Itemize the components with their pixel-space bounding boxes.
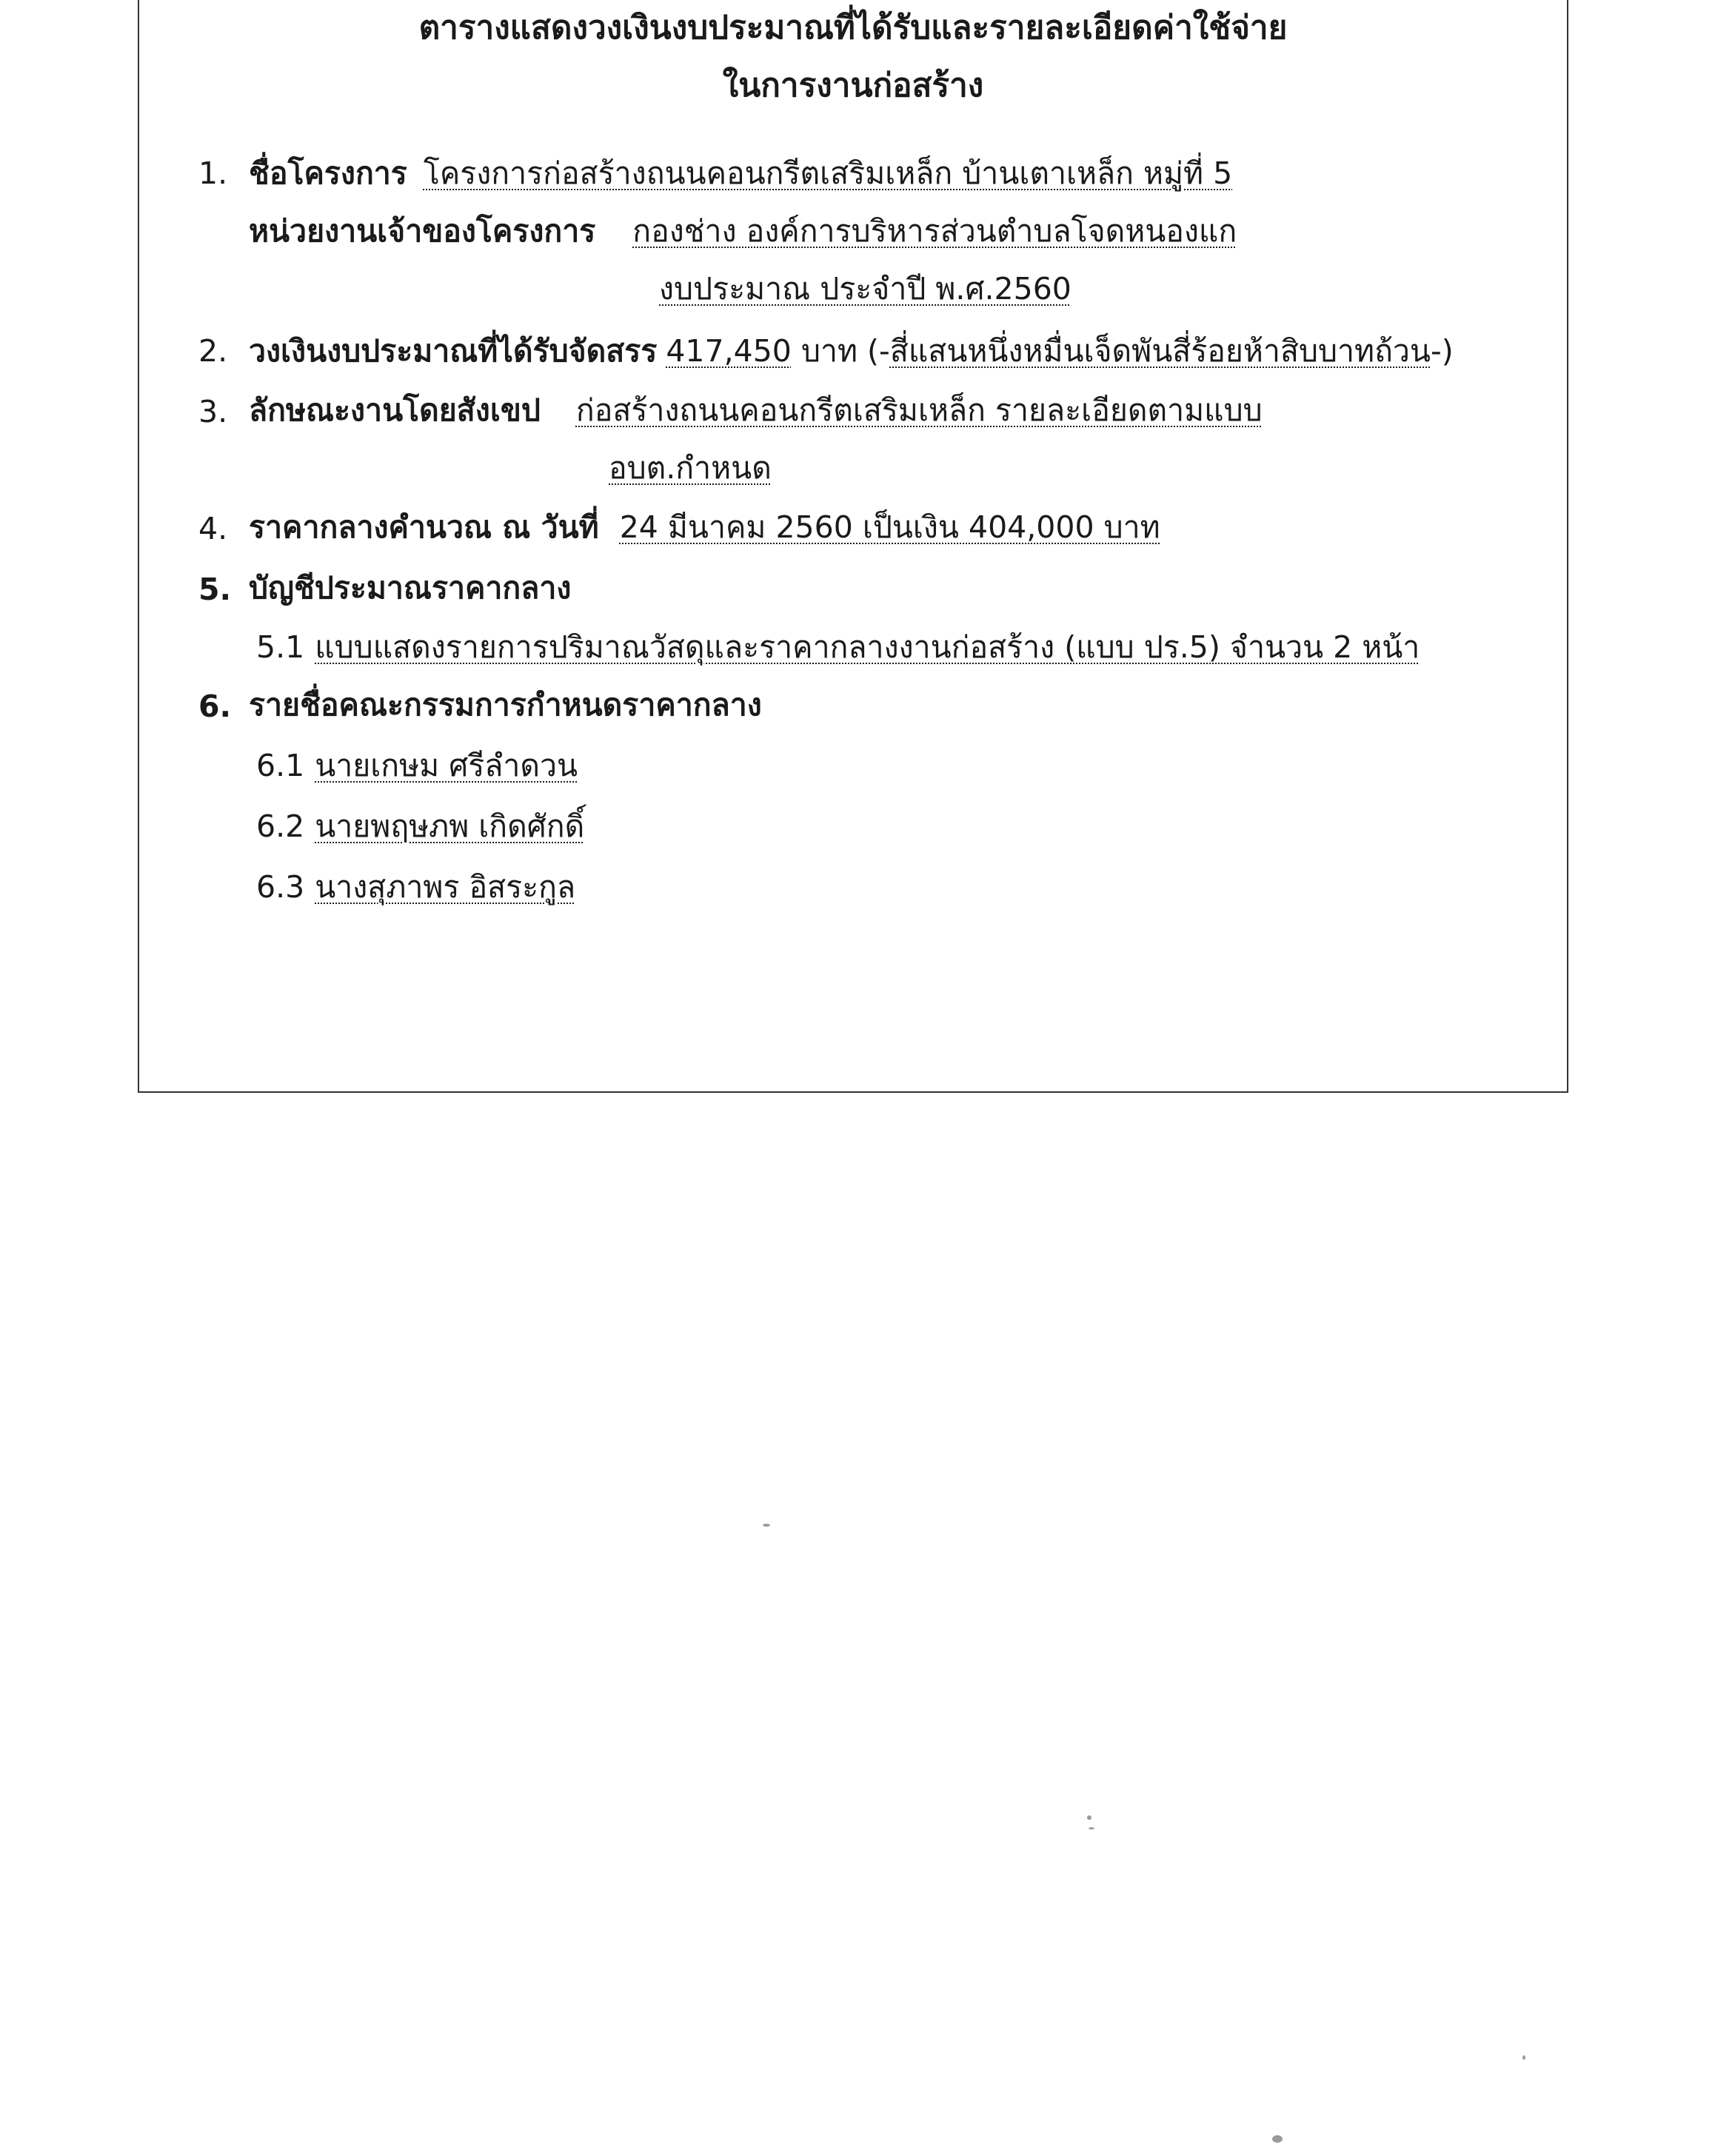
median-price-label: ราคากลางคำนวณ ณ วันที่ [249,509,599,545]
item-5-line [249,564,571,612]
item-3-line-2 [609,444,772,492]
scan-speck [1522,2055,1525,2060]
committee-member-name: นายเกษม ศรีลำดวน [315,748,578,783]
item-2-line [249,327,1454,375]
project-owner-label: หน่วยงานเจ้าของโครงการ [249,213,596,249]
allocated-budget-amount: 417,450 [666,333,792,369]
allocated-budget-unit: บาท (- [800,333,890,369]
item-3-line [249,386,1263,435]
item-1-number: 1. [198,155,228,191]
item-6-number: 6. [198,689,232,724]
project-name-label: ชื่อโครงการ [249,155,407,191]
item-6-line [249,681,762,729]
project-owner-value: กองช่าง องค์การบริหารส่วนตำบลโจดหนองแก [632,213,1237,249]
scan-speck [1089,1827,1094,1829]
committee-member-name: นายพฤษภพ เกิดศักดิ์ [315,808,585,844]
committee-member-2 [256,803,584,851]
work-summary-value-1: ก่อสร้างถนนคอนกรีตเสริมเหล็ก รายละเอียดตามแบบ [575,392,1263,428]
allocated-budget-close: -) [1430,333,1454,369]
committee-member-1 [256,742,578,790]
item-5-1-text: แบบแสดงรายการปริมาณวัสดุและราคากลางงานก่อสร้าง (แบบ ปร.5) จำนวน 2 หน้า [315,629,1420,665]
item-5-1-line [256,623,1420,672]
committee-member-number: 6.3 [256,869,305,905]
committee-label: รายชื่อคณะกรรมการกำหนดราคากลาง [249,687,762,723]
committee-member-3 [256,863,575,911]
allocated-budget-label: วงเงินงบประมาณที่ได้รับจัดสรร [249,333,658,369]
budget-year-value: งบประมาณ ประจำปี พ.ศ.2560 [659,271,1072,307]
item-3-number: 3. [198,394,228,429]
item-5-1-number: 5.1 [256,629,305,665]
allocated-budget-amount-text: สี่แสนหนึ่งหมื่นเจ็ดพันสี่ร้อยห้าสิบบาทถ้วน [889,333,1431,369]
item-5-number: 5. [198,572,232,607]
item-4-line [249,503,1160,552]
scan-speck [1087,1815,1091,1820]
item-1-line [249,150,1232,198]
item-1-budget-year-line [659,265,1072,313]
work-summary-value-2: อบต.กำหนด [609,450,772,486]
committee-member-number: 6.1 [256,748,305,783]
price-estimate-label: บัญชีประมาณราคากลาง [249,570,572,606]
document-frame [138,0,1568,1093]
item-4-number: 4. [198,511,228,546]
document-subtitle: ในการงานก่อสร้าง [722,67,984,104]
work-summary-label: ลักษณะงานโดยสังเขป [249,392,541,428]
scan-speck [763,1524,770,1527]
median-price-value: 24 มีนาคม 2560 เป็นเงิน 404,000 บาท [619,509,1160,545]
project-name-value: โครงการก่อสร้างถนนคอนกรีตเสริมเหล็ก บ้านเตาเหล็ก หมู่ที่ 5 [423,155,1233,191]
committee-member-name: นางสุภาพร อิสระกูล [315,869,576,905]
item-1-owner-line [249,207,1237,255]
committee-member-number: 6.2 [256,808,305,844]
document-title: ตารางแสดงวงเงินงบประมาณที่ได้รับและรายละเอียดค่าใช้จ่าย [418,9,1288,47]
item-2-number: 2. [198,333,228,369]
scan-speck [1272,2135,1283,2143]
